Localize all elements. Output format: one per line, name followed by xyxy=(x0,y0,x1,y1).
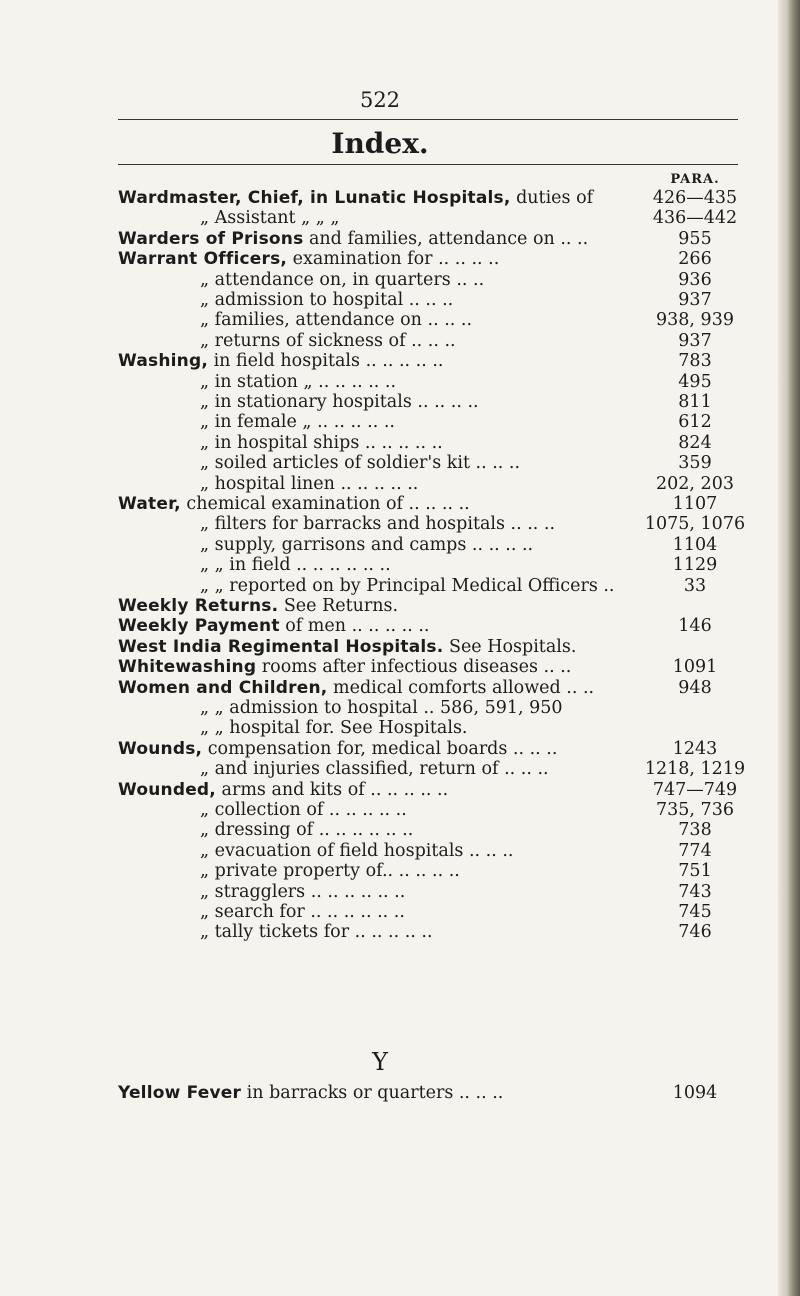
entry-paragraph-ref: 266 xyxy=(678,249,712,270)
entry-paragraph-ref: 1075, 1076 xyxy=(644,514,746,535)
entry-paragraph-ref: 202, 203 xyxy=(656,473,734,494)
entry-paragraph-ref: 436—442 xyxy=(652,208,738,229)
index-entry xyxy=(0,412,800,432)
entry-text: Whitewashing rooms after infectious diseases .. .. xyxy=(118,657,572,678)
entry-text: „ private property of.. .. .. .. .. xyxy=(200,861,460,882)
entry-text: „ in hospital ships .. .. .. .. .. xyxy=(200,432,443,453)
index-entry xyxy=(0,902,800,922)
entry-headword: Women and Children, xyxy=(118,677,328,698)
index-entry xyxy=(0,290,800,310)
index-entry xyxy=(0,922,800,942)
entry-text: Water, chemical examination of .. .. .. .. xyxy=(118,494,470,514)
index-entry xyxy=(0,678,800,698)
entry-text: „ „ in field .. .. .. .. .. .. xyxy=(200,555,391,576)
index-entry xyxy=(0,535,800,555)
title-rule xyxy=(118,164,738,165)
top-rule xyxy=(118,119,738,120)
entry-paragraph-ref: 936 xyxy=(678,269,712,290)
entry-text: „ returns of sickness of .. .. .. xyxy=(200,330,456,351)
entry-headword: Warders of Prisons xyxy=(118,228,304,249)
entry-paragraph-ref: 948 xyxy=(678,677,712,698)
entry-headword: West India Regimental Hospitals. xyxy=(118,636,444,657)
entry-headword: Weekly Payment xyxy=(118,616,280,637)
entry-headword: Whitewashing xyxy=(118,657,257,678)
entry-paragraph-ref: 938, 939 xyxy=(656,310,734,331)
entry-text: Wardmaster, Chief, in Lunatic Hospitals, duties of xyxy=(118,188,594,208)
entry-paragraph-ref: 426—435 xyxy=(652,188,738,208)
entry-paragraph-ref: 1243 xyxy=(672,738,718,759)
index-entry xyxy=(0,882,800,902)
entry-paragraph-ref: 774 xyxy=(678,840,712,861)
entry-text: „ in female „ .. .. .. .. .. xyxy=(200,412,395,433)
index-entry xyxy=(0,474,800,494)
entry-paragraph-ref: 359 xyxy=(678,453,712,474)
index-entry xyxy=(0,739,800,759)
entry-text: Washing, in field hospitals .. .. .. .. .. xyxy=(118,351,444,372)
entry-paragraph-ref: 33 xyxy=(683,575,707,596)
index-entry xyxy=(0,514,800,534)
index-entry xyxy=(0,188,800,208)
entry-headword: Wounded, xyxy=(118,779,216,800)
page-number: 522 xyxy=(359,88,401,112)
index-entry xyxy=(0,494,800,514)
entry-text: Weekly Returns. See Returns. xyxy=(118,596,399,616)
entry-text: „ in station „ .. .. .. .. .. xyxy=(200,371,397,392)
index-entry xyxy=(0,637,800,657)
entry-text: „ Assistant „ „ „ xyxy=(200,208,340,229)
entry-paragraph-ref: 937 xyxy=(678,330,712,351)
entry-text: „ „ hospital for. See Hospitals. xyxy=(200,718,468,739)
entry-text: „ admission to hospital .. .. .. xyxy=(200,290,454,310)
entry-paragraph-ref: 738 xyxy=(678,820,712,841)
index-entry xyxy=(0,718,800,738)
entry-paragraph-ref: 1129 xyxy=(672,555,718,576)
index-entry xyxy=(0,780,800,800)
entry-paragraph-ref: 1107 xyxy=(672,494,718,514)
index-entry xyxy=(0,759,800,779)
entry-text: „ hospital linen .. .. .. .. .. xyxy=(200,473,419,494)
page-title: Index. xyxy=(331,127,429,160)
index-entry xyxy=(0,1083,800,1103)
entry-text: „ filters for barracks and hospitals .. .. .. xyxy=(200,514,556,535)
entry-text: Yellow Fever in barracks or quarters .. .. .. xyxy=(118,1083,504,1103)
entry-paragraph-ref: 783 xyxy=(678,351,712,372)
entry-headword: Weekly Returns. xyxy=(118,596,279,616)
entry-headword: Yellow Fever xyxy=(118,1083,242,1103)
entry-paragraph-ref: 1104 xyxy=(672,534,718,555)
section-letter: Y xyxy=(372,1048,388,1076)
entry-paragraph-ref: 1218, 1219 xyxy=(644,759,746,780)
entry-headword: Wardmaster, Chief, in Lunatic Hospitals, xyxy=(118,188,511,208)
entry-text: „ collection of .. .. .. .. .. xyxy=(200,800,407,820)
index-entry xyxy=(0,249,800,269)
index-entry xyxy=(0,310,800,330)
entry-text: „ tally tickets for .. .. .. .. .. xyxy=(200,922,433,943)
entry-headword: Wounds, xyxy=(118,738,203,759)
index-entry xyxy=(0,861,800,881)
entry-paragraph-ref: 146 xyxy=(678,616,712,637)
index-entry xyxy=(0,820,800,840)
index-entry xyxy=(0,841,800,861)
entry-text: Weekly Payment of men .. .. .. .. .. xyxy=(118,616,430,637)
index-entry xyxy=(0,433,800,453)
entry-paragraph-ref: 937 xyxy=(678,290,712,310)
index-entry xyxy=(0,453,800,473)
para-column-header: PARA. xyxy=(670,172,720,187)
entry-paragraph-ref: 1094 xyxy=(672,1083,718,1103)
entry-text: „ dressing of .. .. .. .. .. .. xyxy=(200,820,414,841)
entry-paragraph-ref: 746 xyxy=(678,922,712,943)
entry-text: „ supply, garrisons and camps .. .. .. .. xyxy=(200,534,534,555)
entry-text: „ in stationary hospitals .. .. .. .. xyxy=(200,392,479,412)
index-entry xyxy=(0,351,800,371)
index-entry xyxy=(0,208,800,228)
entry-paragraph-ref: 745 xyxy=(678,902,712,922)
index-entry xyxy=(0,392,800,412)
entry-paragraph-ref: 743 xyxy=(678,881,712,902)
entry-text: Women and Children, medical comforts allowed .. .. xyxy=(118,677,595,698)
index-entry xyxy=(0,616,800,636)
index-entry xyxy=(0,576,800,596)
entry-text: Warrant Officers, examination for .. .. .. .. xyxy=(118,249,500,270)
entry-headword: Water, xyxy=(118,494,181,514)
index-entry xyxy=(0,555,800,575)
entry-paragraph-ref: 751 xyxy=(678,861,712,882)
index-entry xyxy=(0,698,800,718)
entry-text: „ stragglers .. .. .. .. .. .. xyxy=(200,881,406,902)
entry-text: Wounds, compensation for, medical boards .. .. .. xyxy=(118,738,558,759)
entry-headword: Washing, xyxy=(118,351,208,372)
entry-text: „ „ admission to hospital .. 586, 591, 950 xyxy=(200,698,563,718)
entry-text: „ search for .. .. .. .. .. .. xyxy=(200,902,405,922)
entry-text: „ soiled articles of soldier's kit .. .. .. xyxy=(200,453,521,474)
entry-text: Wounded, arms and kits of .. .. .. .. .. xyxy=(118,779,449,800)
index-entry xyxy=(0,372,800,392)
entry-paragraph-ref: 811 xyxy=(678,392,712,412)
entry-paragraph-ref: 495 xyxy=(678,371,712,392)
entry-paragraph-ref: 824 xyxy=(678,432,712,453)
entry-paragraph-ref: 1091 xyxy=(672,657,718,678)
index-entry xyxy=(0,229,800,249)
entry-text: Warders of Prisons and families, attendance on .. .. xyxy=(118,228,589,249)
entry-paragraph-ref: 612 xyxy=(678,412,712,433)
entry-text: „ attendance on, in quarters .. .. xyxy=(200,269,485,290)
index-entry xyxy=(0,596,800,616)
entry-text: West India Regimental Hospitals. See Hospitals. xyxy=(118,636,577,657)
entry-text: „ „ reported on by Principal Medical Officers .. xyxy=(200,575,615,596)
index-entry xyxy=(0,657,800,677)
entry-paragraph-ref: 735, 736 xyxy=(656,800,734,820)
entry-text: „ and injuries classified, return of .. .. .. xyxy=(200,759,549,780)
entry-text: „ families, attendance on .. .. .. xyxy=(200,310,473,331)
entry-text: „ evacuation of field hospitals .. .. .. xyxy=(200,840,514,861)
entry-paragraph-ref: 955 xyxy=(678,228,712,249)
entry-headword: Warrant Officers, xyxy=(118,249,288,270)
index-entry xyxy=(0,331,800,351)
index-entry xyxy=(0,800,800,820)
index-entry xyxy=(0,270,800,290)
entry-paragraph-ref: 747—749 xyxy=(652,779,738,800)
